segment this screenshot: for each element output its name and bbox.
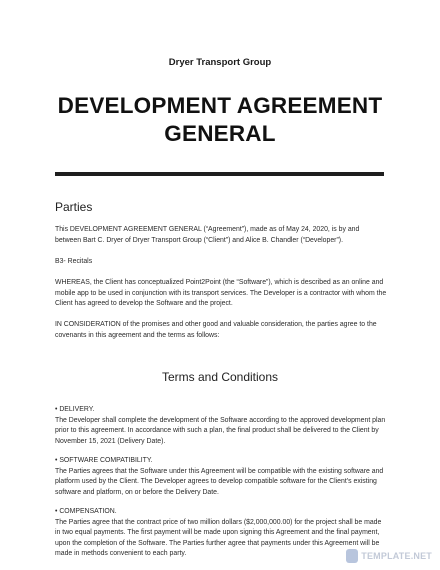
whereas-paragraph: WHEREAS, the Client has conceptualized Point2Point (the “Software”), which is described as an online and mobile app to be used in conjunction with its transport services. The Developer is a contractor with whom the Client has agreed to develop the Software and the project. (55, 279, 387, 308)
watermark-text: TEMPLATE.NET (361, 551, 432, 561)
term-item-body: The Parties agrees that the Software under this Agreement will be compatible with the existing software and platform used by the Client. The Developer agrees to develop compatible software for the Client’s existing software and platform, on or before the Delivery Date. (55, 467, 384, 496)
document-title (40, 92, 400, 148)
template-watermark (346, 548, 432, 564)
term-item-body: The Developer shall complete the development of the Software according to the approved development plan prior to this agreement. In accordance with such a plan, the final product shall be delivered to the Client by November 15, 2021 (Delivery Date). (55, 416, 386, 445)
title-line-1: DEVELOPMENT AGREEMENT (57, 93, 383, 118)
term-item-title: • COMPENSATION. (55, 508, 117, 515)
term-item-compensation (55, 507, 387, 560)
consideration-paragraph: IN CONSIDERATION of the promises and other good and valuable consideration, the parties agree to the covenants in this agreement and the terms as follows: (55, 321, 377, 339)
term-item-body: The Parties agree that the contract price of two million dollars ($2,000,000.00) for the project shall be made in two equal payments. The first payment will be made upon signing this Agreement and the final payment, upon the completion of the Software. The Parties further agree that payments under this Agreement will be made in methods convenient to each party. (55, 518, 382, 558)
title-line-2: GENERAL (164, 121, 276, 146)
term-item-compatibility (55, 456, 387, 498)
parties-heading: Parties (55, 200, 93, 214)
company-name: Dryer Transport Group (168, 57, 272, 68)
term-item-title: • DELIVERY. (55, 406, 95, 413)
parties-intro: This DEVELOPMENT AGREEMENT GENERAL (“Agreement”), made as of May 24, 2020, is by and between Bart C. Dryer of Dryer Transport Group (“Client”) and Alice B. Chandler (“Developer”). (55, 226, 360, 244)
term-item-title: • SOFTWARE COMPATIBILITY. (55, 457, 153, 464)
recitals-label: B3- Recitals (55, 258, 93, 265)
template-logo-icon (346, 549, 358, 563)
terms-heading: Terms and Conditions (161, 370, 279, 384)
term-item-delivery (55, 405, 387, 447)
title-divider (55, 172, 384, 176)
